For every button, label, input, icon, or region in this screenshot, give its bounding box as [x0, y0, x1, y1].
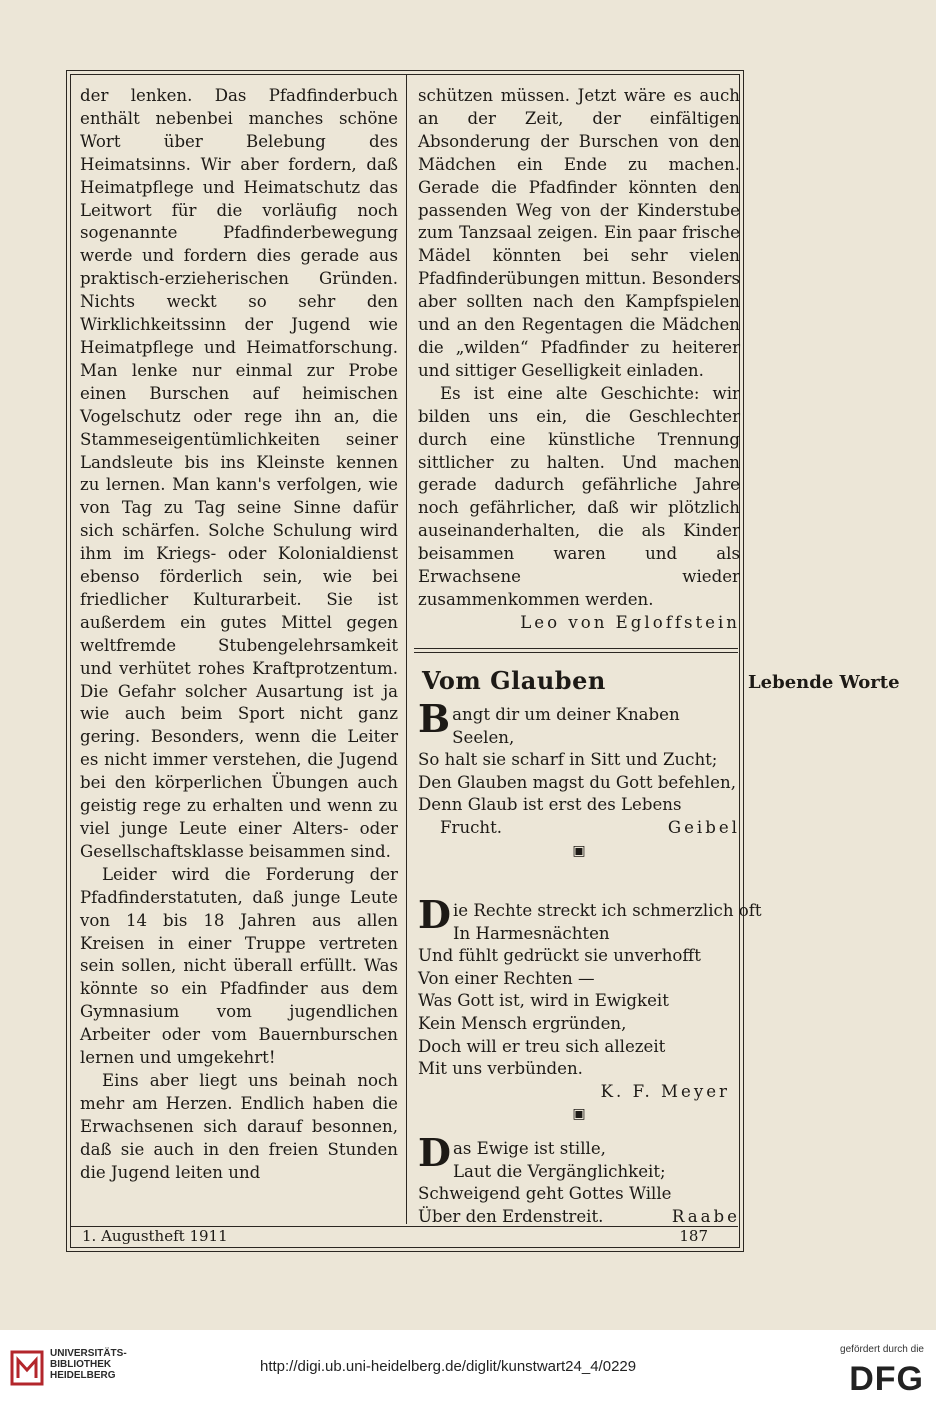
poem-line: So halt sie scharf in Sitt und Zucht; — [418, 750, 718, 770]
poem-line: Laut die Vergänglichkeit; — [452, 1161, 666, 1181]
source-url-link[interactable]: http://digi.ub.uni-heidelberg.de/diglit/kunstwart24_4/0229 — [260, 1358, 637, 1375]
digitization-bar — [0, 1330, 936, 1405]
poem-line: Kein Mensch ergründen, — [418, 1013, 627, 1033]
drop-cap: D — [418, 892, 451, 937]
poem-line: as Ewige ist stille, — [452, 1139, 606, 1158]
article-signature: Leo von Egloffstein — [520, 612, 740, 632]
funding-note: gefördert durch die — [840, 1344, 924, 1355]
library-name: UNIVERSITÄTS- BIBLIOTHEK HEIDELBERG — [50, 1348, 127, 1381]
poem-line: Seelen, — [452, 727, 515, 747]
poem-line: Mit uns verbünden. — [418, 1059, 583, 1079]
left-column — [80, 85, 398, 1185]
ornament-icon: ▣ — [572, 1106, 586, 1123]
poem-line: Über den Erdenstreit. — [418, 1206, 604, 1226]
poem-author: Raabe — [671, 1206, 740, 1226]
right-paragraph-2: Es ist eine alte Geschichte: wir bilden uns ein, die Geschlechter durch eine künstliche Trennung sittlicher zu halten. Und machen gerade dadurch gefährliche Jahre noch gefährlicher, daß wir plötzlich auseinanderhalten, die als Kinder beisammen waren und als Erwachsene wieder zusammenkommen werden. — [418, 383, 740, 609]
right-paragraph-1: schützen müssen. Jetzt wäre es auch an der Zeit, der einfältigen Absonderung der Burschen von den Mädchen ein Ende zu machen. Gerade die Pfadfinder könnten den passenden Weg von der Kinderstube zum Tanzsaal zeigen. Ein paar frische Mädel könnten bei sehr vielen Pfadfinderübungen mittun. Besonders aber sollten nach den Kampfspielen und an den Regentagen die Mädchen die „wilden“ Pfadfinder zu heiterer und sittiger Geselligkeit einladen. — [418, 86, 740, 380]
section-rule-bottom — [414, 652, 738, 653]
poem-author: Geibel — [667, 817, 740, 837]
page-number: 187 — [679, 1227, 708, 1245]
poem-line: Schweigend geht Gottes Wille — [418, 1184, 672, 1204]
poem-author: K. F. Meyer — [600, 1081, 730, 1101]
dfg-logo: DFG — [849, 1360, 924, 1398]
poem-3 — [418, 1130, 740, 1228]
university-logo-icon — [10, 1348, 44, 1388]
poem-line: Denn Glaub ist erst des Lebens — [418, 795, 682, 815]
poem-line: Was Gott ist, wird in Ewigkeit — [418, 991, 669, 1011]
left-paragraph-2: Leider wird die Forderung der Pfadfinderstatuten, daß junge Leute von 14 bis 18 Jahren aus allen Kreisen in einer Truppe vertreten sein sollen, nicht überall erfüllt. Was könnte so ein Pfadfinder aus dem Gymnasium vom jugendlichen Arbeiter oder vom Bauernburschen lernen und umgekehrt! — [80, 864, 398, 1068]
poem-line: Frucht. — [440, 817, 503, 837]
issue-label: 1. Augustheft 1911 — [82, 1227, 228, 1245]
column-rule — [406, 74, 407, 1224]
poem-line: angt dir um deiner Knaben — [452, 705, 680, 724]
poem-line: Doch will er treu sich allezeit — [418, 1036, 666, 1056]
poem-1 — [418, 696, 740, 862]
poem-line: Den Glauben magst du Gott befehlen, — [418, 772, 736, 792]
poem-line: ie Rechte streckt ich schmerzlich oft — [452, 901, 762, 920]
page-footer — [70, 1226, 738, 1247]
drop-cap: B — [418, 696, 451, 741]
section-rule-top — [414, 648, 738, 649]
poem-2 — [418, 892, 762, 1126]
poem-line: In Harmesnächten — [452, 923, 610, 943]
right-column — [418, 85, 740, 635]
drop-cap: D — [418, 1130, 451, 1175]
margin-label: Lebende Worte — [748, 672, 900, 693]
left-paragraph-3: Eins aber liegt uns beinah noch mehr am Herzen. Endlich haben die Erwachsenen sich darauf besonnen, daß sie auch in den freien Stunden die Jugend leiten und — [80, 1070, 398, 1182]
section-heading: Vom Glauben — [422, 666, 606, 695]
poem-line: Und fühlt gedrückt sie unverhofft — [418, 946, 701, 966]
poem-line: Von einer Rechten — — [418, 968, 595, 988]
poem-last-row — [418, 1206, 740, 1229]
left-paragraph-1: der lenken. Das Pfadfinderbuch enthält nebenbei manches schöne Wort über Belebung des Heimatsinns. Wir aber fordern, daß Heimatpflege und Heimatschutz das Leitwort für die vorläufig noch sogenannte Pfadfinderbewegung werde und fordern dies gerade aus praktisch-erzieherischen Gründen. Nichts weckt so sehr den Wirklichkeitssinn der Jugend wie Heimatpflege und Heimatforschung. Man lenke nur einmal zur Probe einen Burschen auf heimischen Vogelschutz oder rege ihn an, die Stammeseigentümlichkeiten seiner Landsleute bis ins Kleinste kennen zu lernen. Man kann's verfolgen, wie von Tag zu Tag seine Sinne dafür sich schärfen. Solche Schulung wird ihm im Kriegs- oder Kolonialdienst ebenso förderlich sein, wie bei friedlicher Kulturarbeit. Sie ist außerdem ein gutes Mittel gegen weltfremde Stubengelehrsamkeit und verhütet rohes Kraftprotzentum. Die Gefahr solcher Ausartung ist ja wie auch beim Sport nicht ganz gering. Besonders, wenn die Leiter es nicht immer verstehen, die Jugend bei den körperlichen Übungen auch geistig rege zu erhalten und wenn zu viel junge Leute einer Alters- oder Gesellschaftsklasse beisammen sind. — [80, 86, 398, 861]
poem-last-row — [418, 817, 740, 840]
ornament-icon: ▣ — [572, 842, 586, 859]
